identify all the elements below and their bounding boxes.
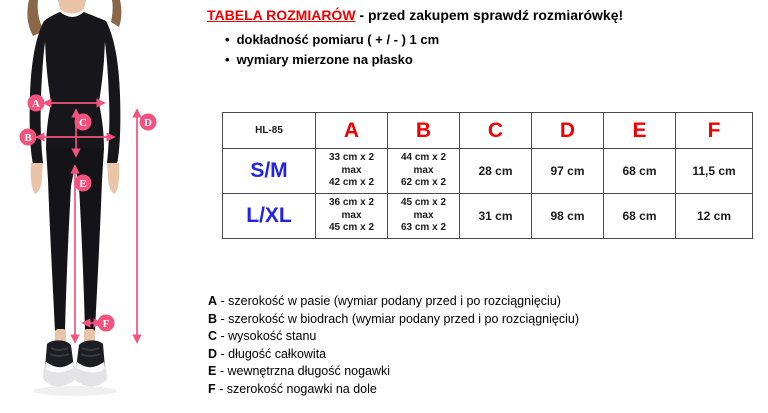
measure-cell xyxy=(388,149,460,194)
measure-cell: 68 cm xyxy=(604,194,676,239)
cell-line: 45 cm x 2 xyxy=(328,222,375,234)
legend-item xyxy=(208,363,579,381)
title-suffix: - przed zakupem sprawdź rozmiarówkę! xyxy=(355,7,624,23)
size-table xyxy=(222,112,753,239)
measure-cell: 11,5 cm xyxy=(676,149,753,194)
measurement-legend xyxy=(208,293,579,398)
cell-line: max xyxy=(413,209,434,221)
measure-cell xyxy=(316,194,388,239)
annotation-a-label: A xyxy=(32,98,40,110)
legend-item xyxy=(208,381,579,399)
legend-key: D xyxy=(208,346,218,361)
content-column xyxy=(207,0,768,413)
column-header-f: F xyxy=(676,113,753,149)
bullet-dot: • xyxy=(225,32,230,47)
cell-line: max xyxy=(413,164,434,176)
column-header-b: B xyxy=(388,113,460,149)
cell-line: 63 cm x 2 xyxy=(400,222,447,234)
cell-line: 33 cm x 2 xyxy=(328,152,375,164)
measure-cell: 31 cm xyxy=(460,194,532,239)
floor-shadow xyxy=(33,386,117,396)
cell-line: max xyxy=(341,164,362,176)
measure-cell: 98 cm xyxy=(532,194,604,239)
size-label: S/M xyxy=(223,149,316,194)
annotation-b-label: B xyxy=(24,132,32,144)
legend-text: - szerokość nogawki na dole xyxy=(219,381,377,396)
legend-text: - wewnętrzna długość nogawki xyxy=(219,364,391,378)
table-row-lxl xyxy=(223,194,753,239)
measure-cell: 97 cm xyxy=(532,149,604,194)
legend-item xyxy=(208,293,579,311)
title-main: TABELA ROZMIARÓW xyxy=(207,7,356,23)
column-header-d: D xyxy=(532,113,604,149)
legend-item xyxy=(208,328,579,346)
cell-line: 36 cm x 2 xyxy=(328,197,375,209)
measure-cell xyxy=(388,194,460,239)
table-row-sm xyxy=(223,149,753,194)
hand-left xyxy=(31,163,43,194)
annotation-d-label: D xyxy=(144,117,152,129)
cell-line: max xyxy=(341,209,362,221)
note-item xyxy=(225,30,439,50)
legend-key: C xyxy=(208,329,218,343)
cell-line: 62 cm x 2 xyxy=(400,177,447,189)
cell-line: 45 cm x 2 xyxy=(400,197,447,209)
cell-line: 42 cm x 2 xyxy=(328,177,375,189)
column-header-e: E xyxy=(604,113,676,149)
measure-cell xyxy=(316,149,388,194)
legend-key: B xyxy=(208,311,218,326)
measure-cell: 28 cm xyxy=(460,149,532,194)
note-item xyxy=(225,50,439,70)
annotation-f-label: F xyxy=(102,318,110,330)
legend-key: A xyxy=(208,294,218,308)
note-text: dokładność pomiaru ( + / - ) 1 cm xyxy=(236,32,440,47)
notes-list xyxy=(225,30,439,70)
page-title xyxy=(207,7,623,23)
annotation-e-label: E xyxy=(79,178,87,190)
cell-line: 44 cm x 2 xyxy=(400,152,447,164)
hand-right xyxy=(107,163,119,194)
legend-item xyxy=(208,311,579,329)
neck xyxy=(58,0,86,14)
table-header-row xyxy=(223,113,753,149)
measure-cell: 12 cm xyxy=(676,194,753,239)
bullet-dot: • xyxy=(225,52,230,67)
hair-right xyxy=(111,0,121,27)
note-text: wymiary mierzone na płasko xyxy=(236,52,413,67)
legend-text: - długość całkowita xyxy=(220,346,327,361)
measure-cell: 68 cm xyxy=(604,149,676,194)
legend-text: - szerokość w pasie (wymiar podany przed i po rozciągnięciu) xyxy=(220,294,561,308)
legend-text: - wysokość stanu xyxy=(220,329,317,343)
sweater-sleeve-right xyxy=(103,21,120,164)
model-figure xyxy=(0,0,200,413)
legend-key: F xyxy=(208,381,216,396)
model-photo-svg xyxy=(0,0,200,413)
size-label: L/XL xyxy=(223,194,316,239)
legend-item xyxy=(208,346,579,364)
column-header-c: C xyxy=(460,113,532,149)
annotation-c-label: C xyxy=(79,117,87,129)
column-header-a: A xyxy=(316,113,388,149)
legend-text: - szerokość w biodrach (wymiar podany przed i po rozciągnięciu) xyxy=(220,311,579,326)
sweater-torso xyxy=(44,12,106,150)
model-code-cell: HL-85 xyxy=(223,113,316,149)
legend-key: E xyxy=(208,364,217,378)
